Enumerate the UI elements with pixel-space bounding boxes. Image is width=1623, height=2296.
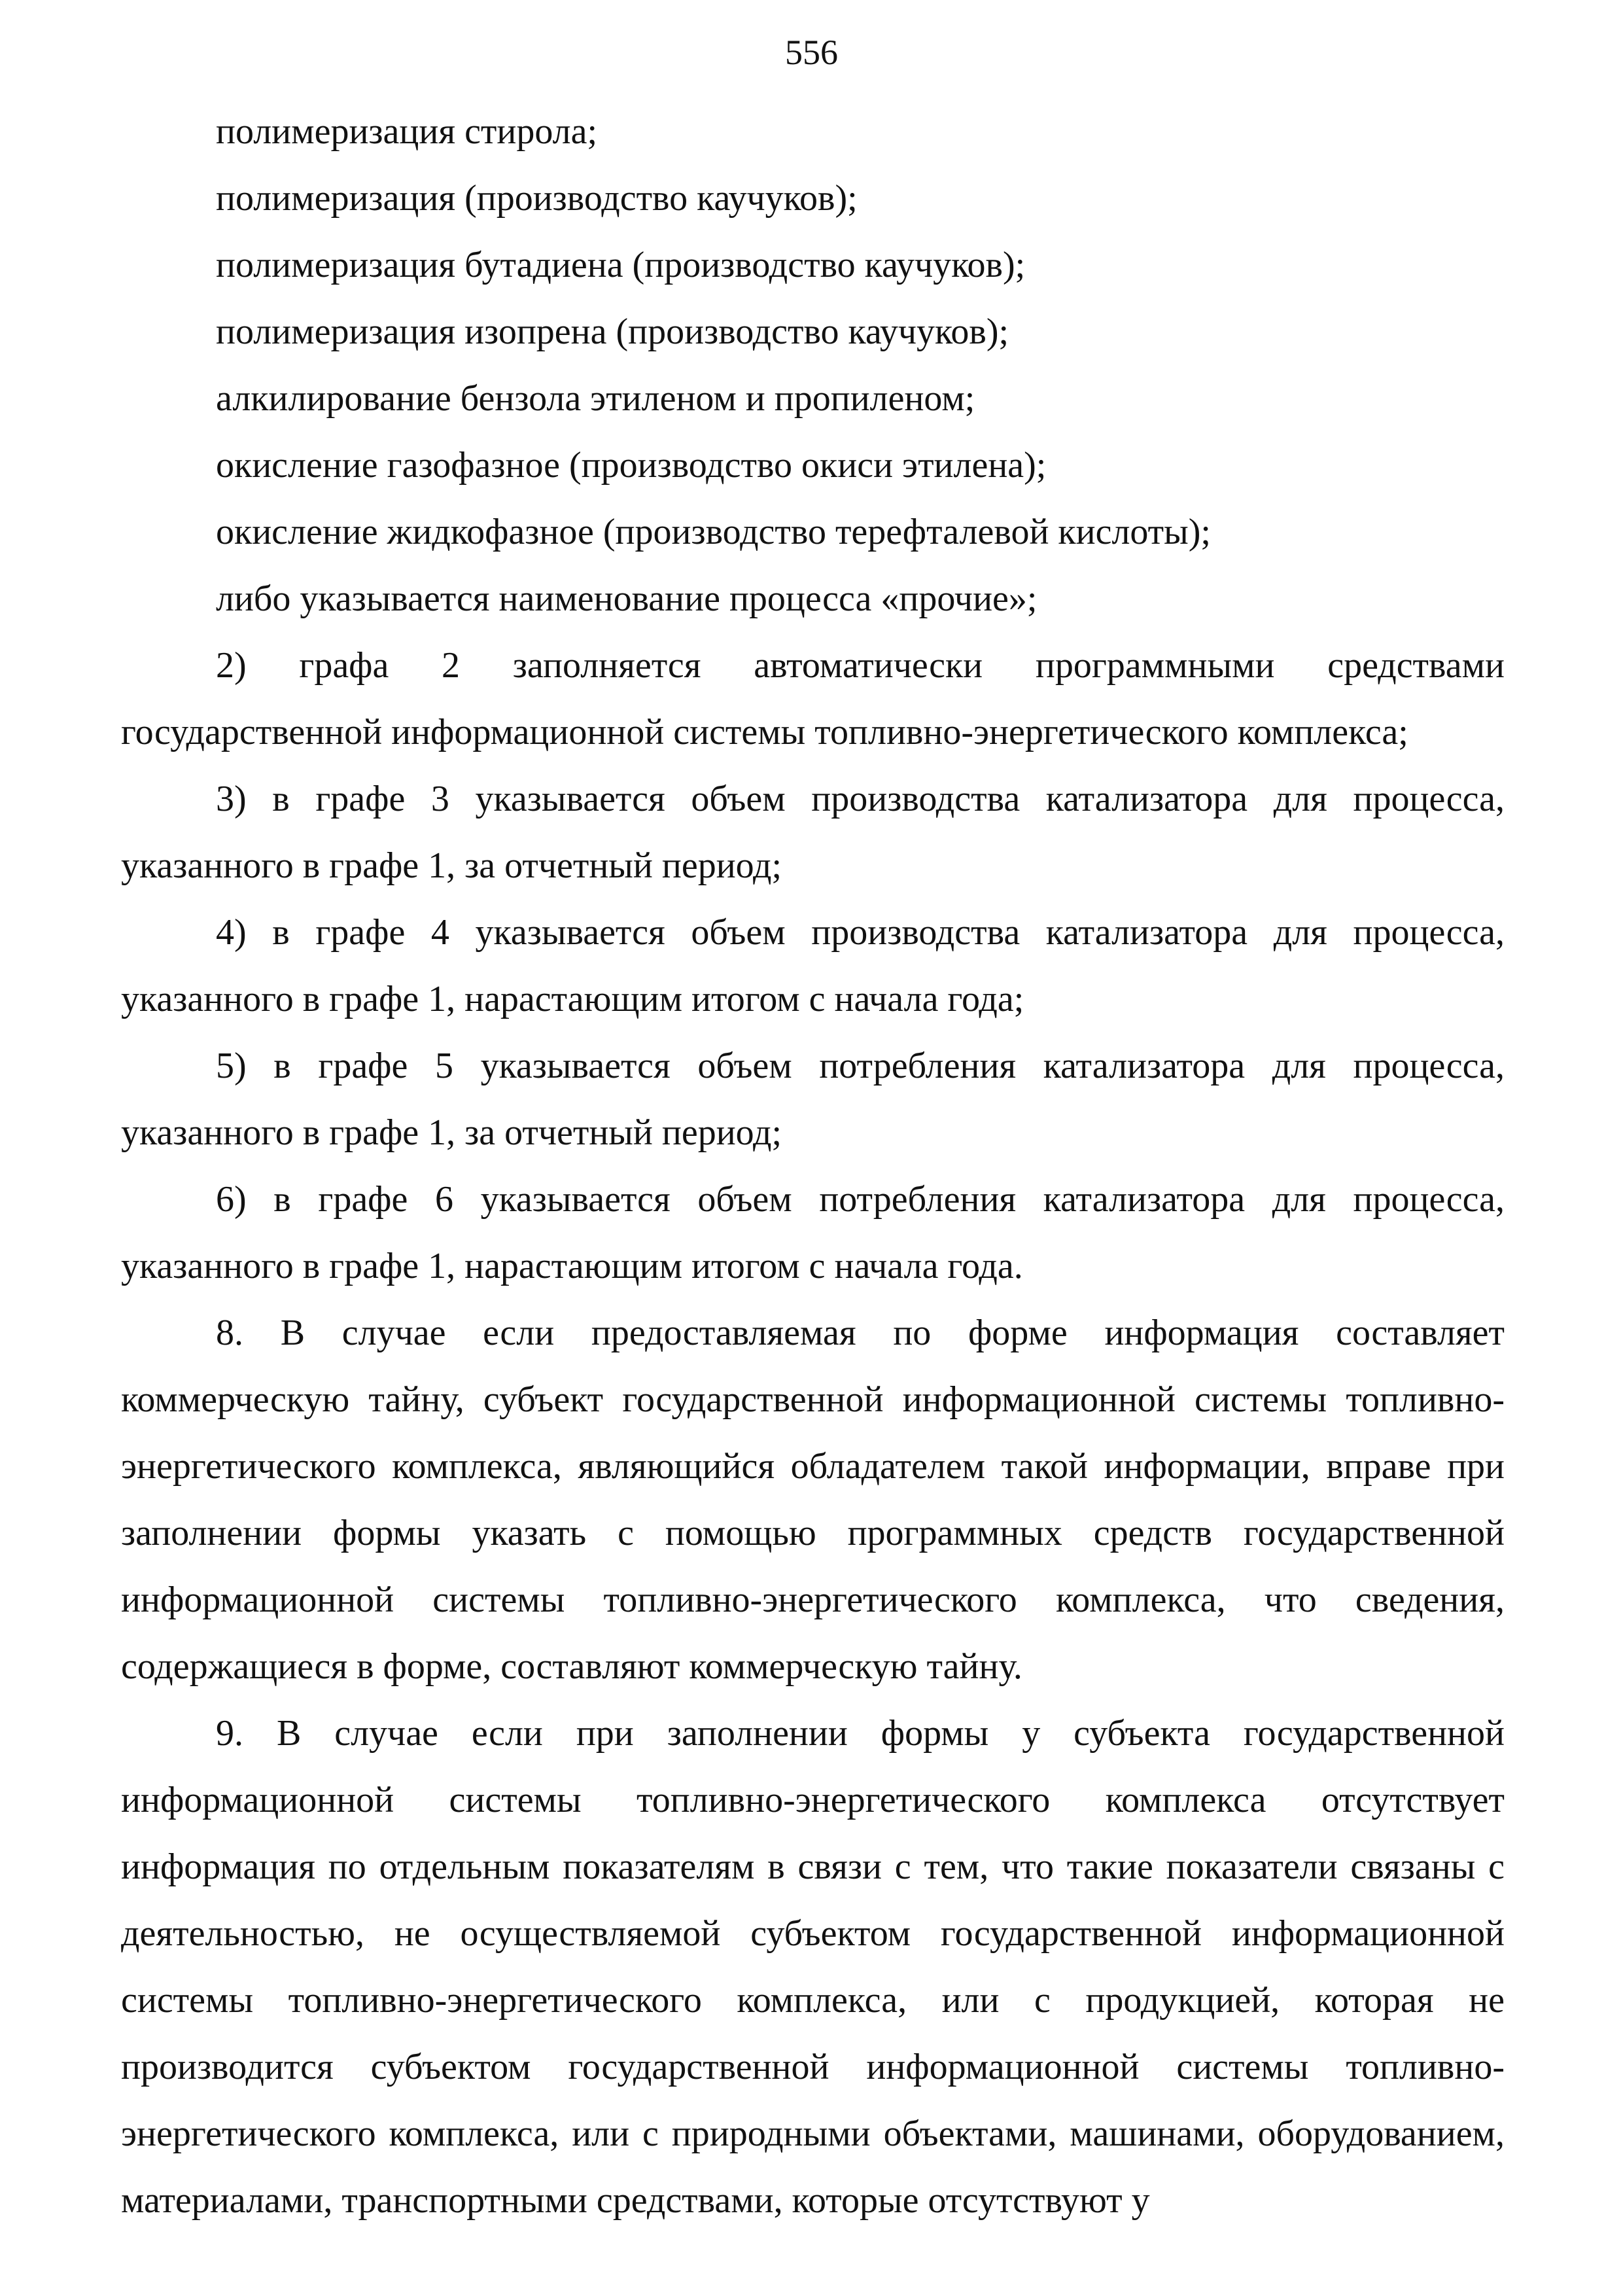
document-body	[121, 632, 1505, 2234]
list-item: полимеризация стирола;	[216, 111, 597, 152]
list-item: полимеризация изопрена (производство каучуков);	[216, 311, 1009, 352]
paragraph-column-5: 5) в графе 5 указывается объем потребления катализатора для процесса, указанного в графе 1, за отчетный период;	[121, 1046, 1505, 1153]
paragraph-clause-9: 9. В случае если при заполнении формы у субъекта государственной информационной системы топливно-энергетического комплекса отсутствует информация по отдельным показателям в связи с тем, что такие показатели связаны с деятельностью, не осуществляемой субъектом государственной информационной системы топливно-энергетического комплекса, или с продукцией, которая не производится субъектом государственной информационной системы топливно-энергетического комплекса, или с природными объектами, машинами, оборудованием, материалами, транспортными средствами, которые отсутствуют у	[121, 1713, 1505, 2221]
process-list	[121, 98, 1505, 632]
paragraph-column-3: 3) в графе 3 указывается объем производства катализатора для процесса, указанного в графе 1, за отчетный период;	[121, 779, 1505, 886]
paragraph-clause-8: 8. В случае если предоставляемая по форме информация составляет коммерческую тайну, субъект государственной информационной системы топливно-энергетического комплекса, являющийся обладателем такой информации, вправе при заполнении формы указать с помощью программных средств государственной информационной системы топливно-энергетического комплекса, что сведения, содержащиеся в форме, составляют коммерческую тайну.	[121, 1313, 1505, 1687]
paragraph-column-6: 6) в графе 6 указывается объем потребления катализатора для процесса, указанного в графе 1, нарастающим итогом с начала года.	[121, 1179, 1505, 1286]
list-item: окисление газофазное (производство окиси этилена);	[216, 445, 1047, 486]
list-item: полимеризация (производство каучуков);	[216, 178, 858, 219]
paragraph-column-4: 4) в графе 4 указывается объем производства катализатора для процесса, указанного в графе 1, нарастающим итогом с начала года;	[121, 912, 1505, 1019]
list-item: либо указывается наименование процесса «прочие»;	[216, 578, 1038, 619]
list-item: алкилирование бензола этиленом и пропиленом;	[216, 378, 975, 419]
list-item: полимеризация бутадиена (производство каучуков);	[216, 245, 1026, 285]
list-item: окисление жидкофазное (производство терефталевой кислоты);	[216, 512, 1211, 552]
paragraph-column-2: 2) графа 2 заполняется автоматически программными средствами государственной информационной системы топливно-энергетического комплекса;	[121, 645, 1505, 752]
page-number: 556	[785, 33, 838, 72]
